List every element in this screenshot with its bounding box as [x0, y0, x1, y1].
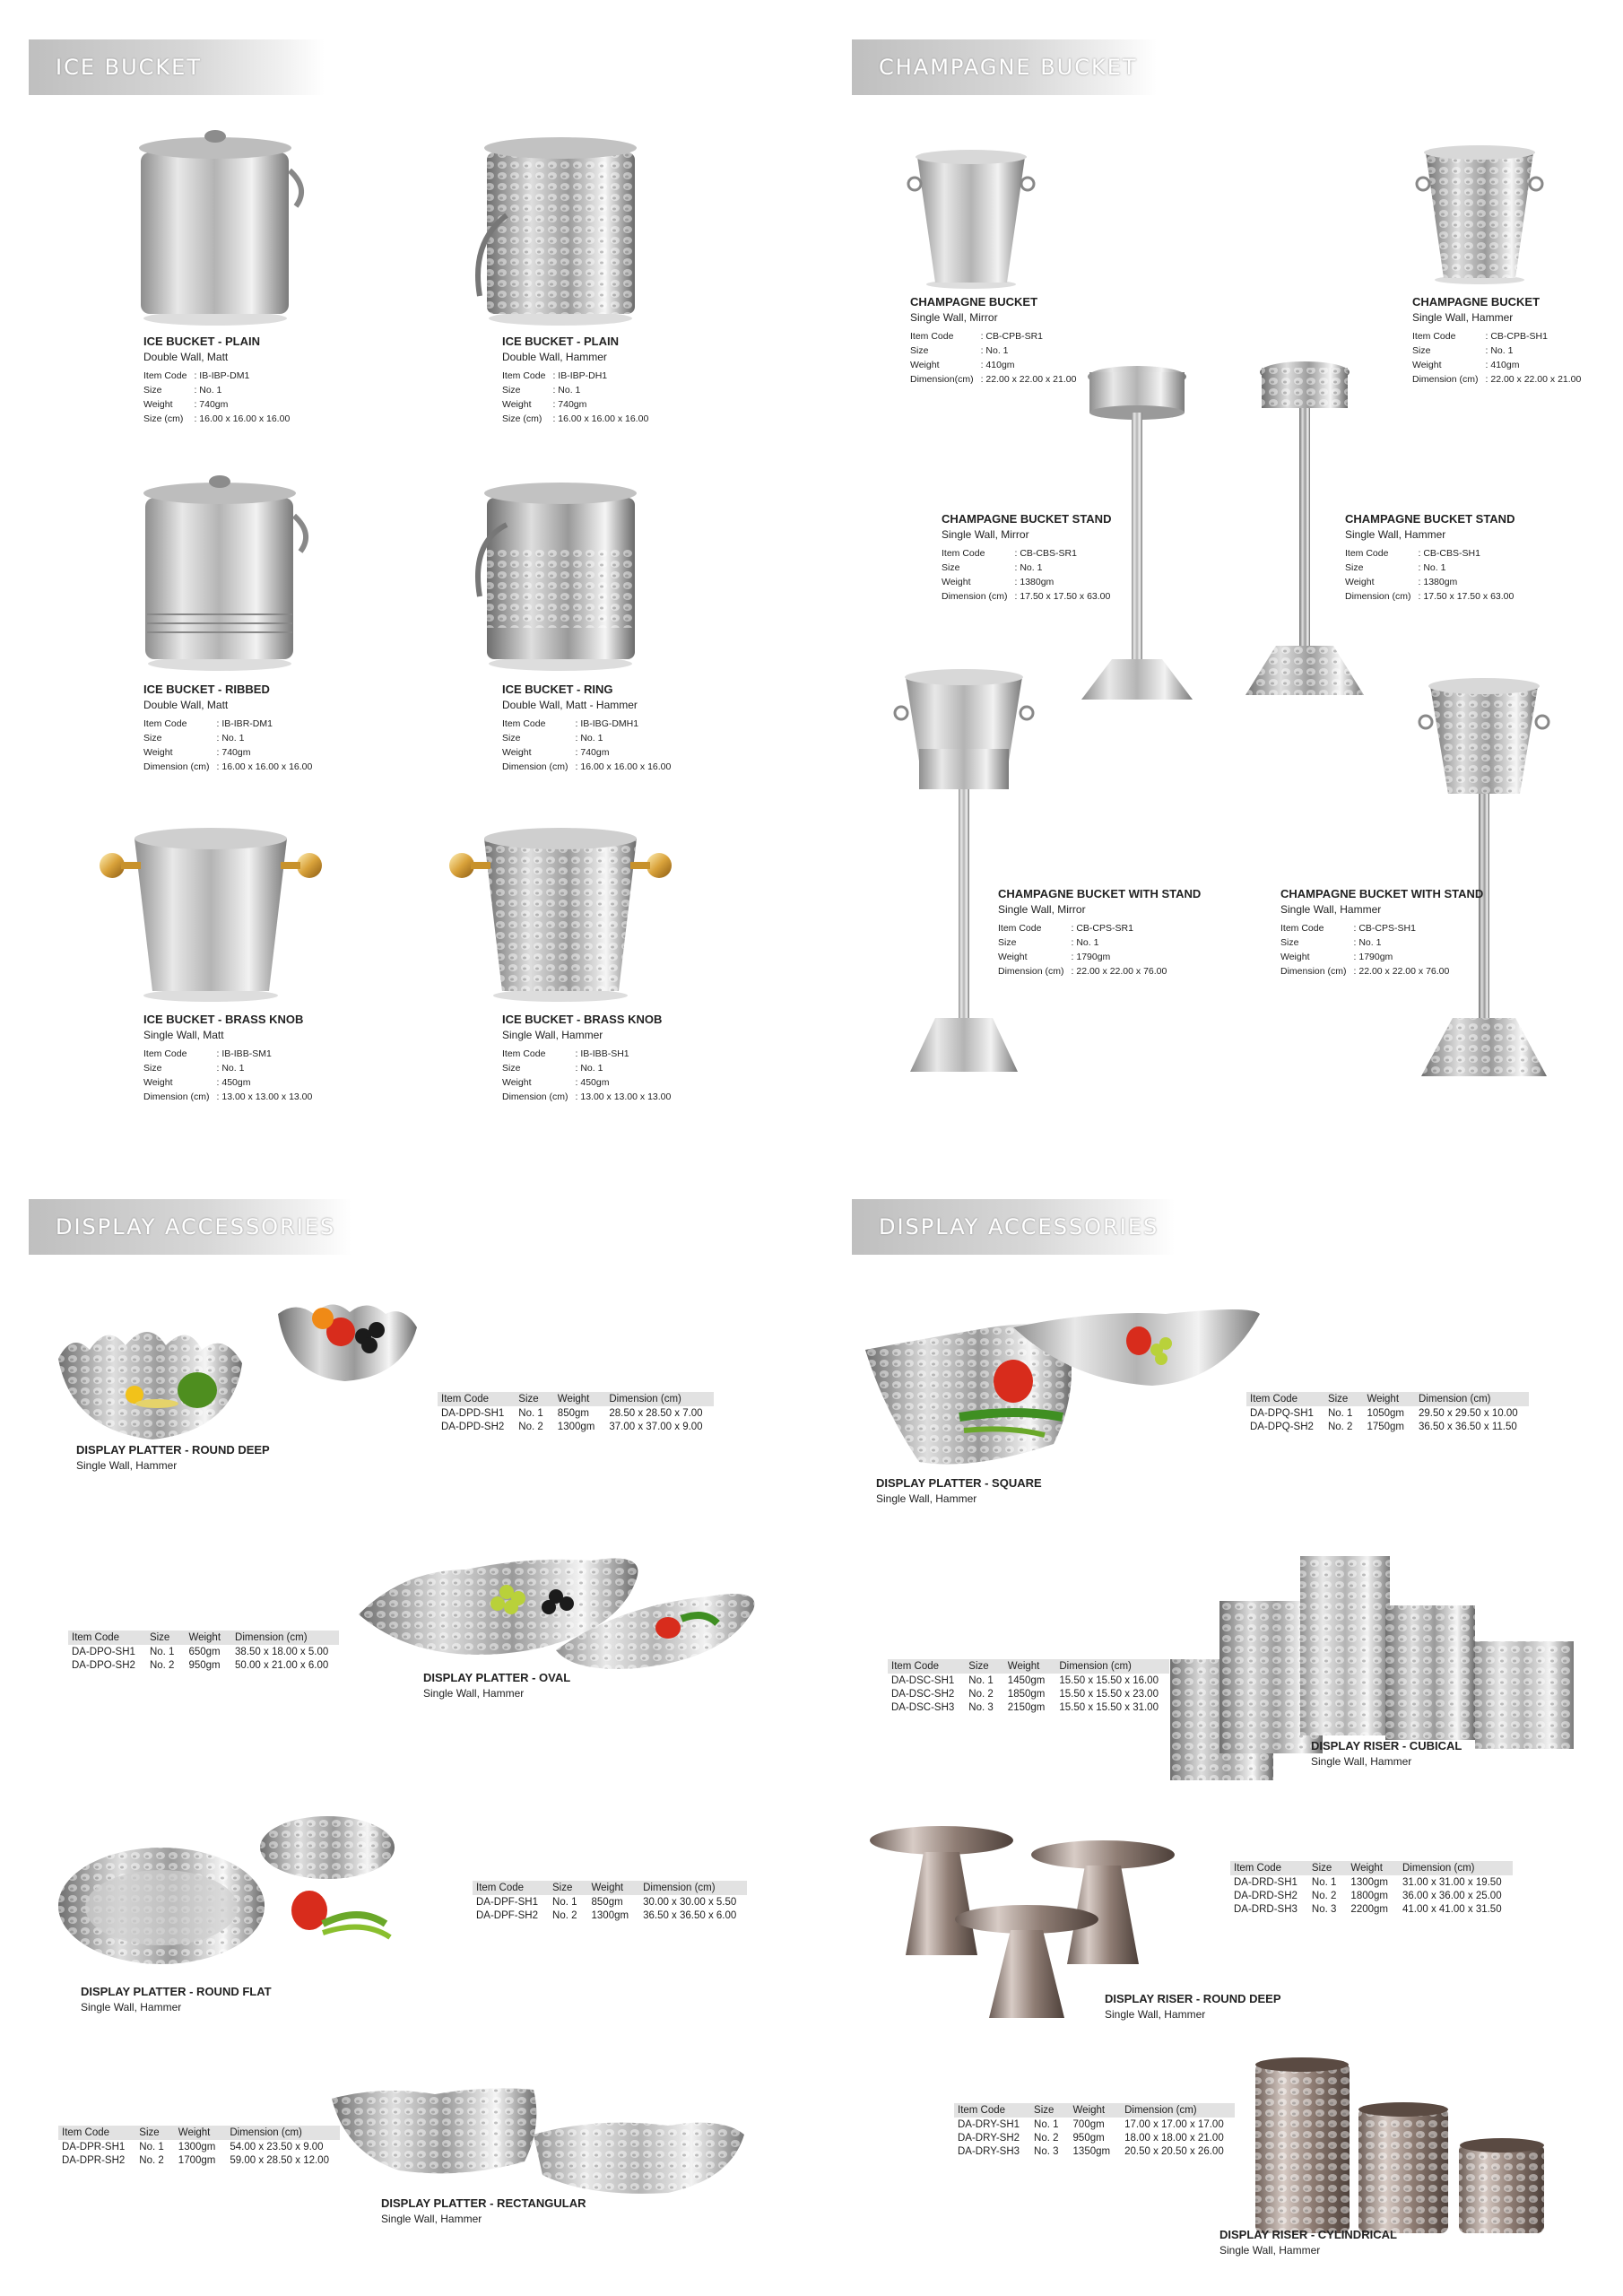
table-row: DA-DSC-SH2 No. 2 1850gm 15.50 x 15.50 x 23.00	[891, 1689, 1159, 1700]
product-finish: Double Wall, Matt - Hammer	[502, 699, 638, 711]
product-ice-bucket-brass-knob-hammer	[502, 1012, 671, 1104]
product-champagne-bucket-stand-hammer	[1345, 511, 1515, 604]
table-row: DA-DPQ-SH1 No. 1 1050gm 29.50 x 29.50 x 10.00	[1250, 1408, 1518, 1419]
product-finish: Single Wall, Hammer	[1345, 528, 1446, 541]
table-row: DA-DPD-SH2 No. 2 1300gm 37.00 x 37.00 x 9.00	[441, 1422, 703, 1432]
product-name: CHAMPAGNE BUCKET	[1412, 295, 1541, 309]
product-champagne-bucket-hammer	[1412, 294, 1581, 387]
section-title-display-accessories-right: DISPLAY ACCESSORIES	[852, 1199, 1175, 1255]
product-name: DISPLAY PLATTER - ROUND FLAT	[81, 1985, 272, 1998]
spec-table-round-flat: Item Code Size Weight Dimension (cm) DA-DPF-SH1 No. 1 850gm 30.00 x 30.00 x 5.50 DA-DPF-SH2 No. 2 1300gm 36.50 x 36.50 x 6.00	[473, 1881, 747, 1922]
product-finish: Double Wall, Matt	[143, 351, 229, 363]
table-row: DA-DRY-SH1 No. 1 700gm 17.00 x 17.00 x 17.00	[958, 2119, 1224, 2130]
spec-table: Item Code : IB-IBB-SH1 Size : No. 1 Weight : 450gm Dimension (cm) : 13.00 x 13.00 x 13.00	[502, 1048, 672, 1102]
product-finish: Double Wall, Hammer	[502, 351, 607, 363]
table-row: DA-DRD-SH2 No. 2 1800gm 36.00 x 36.00 x 25.00	[1234, 1891, 1502, 1901]
spec-table: Item Code : CB-CPB-SH1 Size : No. 1 Weight : 410gm Dimension (cm) : 22.00 x 22.00 x 21.00	[1412, 331, 1582, 385]
product-champagne-bucket-mirror	[910, 294, 1076, 387]
product-display-platter-round-deep	[76, 1442, 270, 1474]
product-finish: Single Wall, Hammer	[381, 2213, 482, 2225]
product-finish: Single Wall, Hammer	[1412, 311, 1514, 324]
product-name: CHAMPAGNE BUCKET STAND	[1345, 512, 1515, 526]
table-row: DA-DPF-SH2 No. 2 1300gm 36.50 x 36.50 x 6.00	[476, 1910, 737, 1921]
champagne-bucket-mirror-image	[904, 148, 1038, 291]
product-champagne-bucket-with-stand-mirror	[998, 886, 1201, 978]
product-name: DISPLAY PLATTER - SQUARE	[876, 1476, 1042, 1490]
product-champagne-bucket-stand-mirror	[942, 511, 1111, 604]
spec-table: Item Code : IB-IBB-SM1 Size : No. 1 Weight : 450gm Dimension (cm) : 13.00 x 13.00 x 13.00	[143, 1048, 313, 1102]
display-platter-rectangular-image	[327, 2063, 749, 2206]
spec-table: Item Code : CB-CPB-SR1 Size : No. 1 Weight : 410gm Dimension(cm) : 22.00 x 22.00 x 21.00	[910, 331, 1077, 385]
table-row: DA-DSC-SH3 No. 3 2150gm 15.50 x 15.50 x 31.00	[891, 1702, 1159, 1713]
product-finish: Double Wall, Matt	[143, 699, 229, 711]
product-name: DISPLAY PLATTER - ROUND DEEP	[76, 1443, 270, 1457]
product-name: DISPLAY PLATTER - RECTANGULAR	[381, 2196, 586, 2210]
ice-bucket-plain-hammer-image	[471, 117, 650, 332]
product-display-riser-cylindrical	[1219, 2227, 1397, 2258]
table-row: DA-DRY-SH2 No. 2 950gm 18.00 x 18.00 x 21.00	[958, 2133, 1224, 2144]
table-row: DA-DPR-SH2 No. 2 1700gm 59.00 x 28.50 x 12.00	[62, 2155, 329, 2166]
product-ice-bucket-brass-knob-matt	[143, 1012, 312, 1104]
product-ice-bucket-ring	[502, 682, 671, 774]
spec-table-round-deep: Item Code Size Weight Dimension (cm) DA-DPD-SH1 No. 1 850gm 28.50 x 28.50 x 7.00 DA-DPD-SH2 No. 2 1300gm 37.00 x 37.00 x 9.00	[438, 1392, 714, 1433]
display-platter-round-deep-image	[54, 1278, 448, 1457]
spec-table: Item Code : CB-CBS-SR1 Size : No. 1 Weight : 1380gm Dimension (cm) : 17.50 x 17.50 x 63.00	[942, 548, 1111, 602]
product-ice-bucket-plain-hammer	[502, 334, 648, 426]
table-row: DA-DPF-SH1 No. 1 850gm 30.00 x 30.00 x 5.50	[476, 1897, 737, 1908]
product-name: CHAMPAGNE BUCKET WITH STAND	[998, 887, 1202, 900]
product-display-platter-rectangular	[381, 2196, 586, 2227]
table-row: DA-DRD-SH1 No. 1 1300gm 31.00 x 31.00 x 19.50	[1234, 1877, 1502, 1888]
product-finish: Single Wall, Hammer	[876, 1492, 977, 1505]
product-display-platter-square	[876, 1475, 1042, 1507]
table-row: DA-DPR-SH1 No. 1 1300gm 54.00 x 23.50 x 9.00	[62, 2142, 324, 2152]
product-name: ICE BUCKET - PLAIN	[143, 335, 260, 348]
spec-table: Item Code : CB-CPS-SH1 Size : No. 1 Weight : 1790gm Dimension (cm) : 22.00 x 22.00 x 76.00	[1280, 923, 1450, 977]
product-finish: Single Wall, Hammer	[1280, 903, 1382, 916]
spec-table: Item Code : CB-CBS-SH1 Size : No. 1 Weight : 1380gm Dimension (cm) : 17.50 x 17.50 x 63.00	[1345, 548, 1515, 602]
ice-bucket-ring-image	[471, 462, 650, 677]
product-finish: Single Wall, Mirror	[910, 311, 998, 324]
spec-table-round-deep-riser: Item Code Size Weight Dimension (cm) DA-DRD-SH1 No. 1 1300gm 31.00 x 31.00 x 19.50 DA-DRD-SH2 No. 2 1800gm 36.00 x 36.00 x 25.00 DA-DRD-SH3 No. 3 2200gm 41.00 x 41.00 x 31.50	[1230, 1861, 1513, 1916]
product-name: ICE BUCKET - BRASS KNOB	[143, 1013, 304, 1026]
product-display-riser-cubical	[1311, 1738, 1462, 1770]
section-title-display-accessories: DISPLAY ACCESSORIES	[29, 1199, 352, 1255]
ice-bucket-plain-matt-image	[130, 117, 309, 332]
product-finish: Single Wall, Hammer	[1219, 2244, 1321, 2257]
spec-table: Item Code : IB-IBR-DM1 Size : No. 1 Weight : 740gm Dimension (cm) : 16.00 x 16.00 x 16.00	[143, 718, 313, 772]
product-name: CHAMPAGNE BUCKET WITH STAND	[1280, 887, 1484, 900]
product-finish: Single Wall, Hammer	[81, 2001, 182, 2013]
product-name: DISPLAY PLATTER - OVAL	[423, 1671, 571, 1684]
product-ice-bucket-ribbed	[143, 682, 312, 774]
product-finish: Single Wall, Mirror	[998, 903, 1086, 916]
product-name: ICE BUCKET - PLAIN	[502, 335, 619, 348]
spec-table-oval: Item Code Size Weight Dimension (cm) DA-DPO-SH1 No. 1 650gm 38.50 x 18.00 x 5.00 DA-DPO-SH2 No. 2 950gm 50.00 x 21.00 x 6.00	[68, 1631, 339, 1672]
champagne-bucket-hammer-image	[1412, 144, 1547, 287]
table-row: DA-DPO-SH1 No. 1 650gm 38.50 x 18.00 x 5.00	[72, 1647, 329, 1657]
champagne-bucket-with-stand-hammer-image	[1417, 677, 1551, 1085]
spec-table-cubical: Item Code Size Weight Dimension (cm) DA-DSC-SH1 No. 1 1450gm 15.50 x 15.50 x 16.00 DA-DSC-SH2 No. 2 1850gm 15.50 x 15.50 x 23.00 DA-DSC-SH3 No. 3 2150gm 15.50 x 15.50 x 31.00	[888, 1659, 1169, 1714]
product-display-riser-round-deep	[1105, 1991, 1281, 2022]
table-row: DA-DPO-SH2 No. 2 950gm 50.00 x 21.00 x 6.00	[72, 1660, 329, 1671]
table-row: DA-DPD-SH1 No. 1 850gm 28.50 x 28.50 x 7.00	[441, 1408, 703, 1419]
product-finish: Single Wall, Hammer	[76, 1459, 178, 1472]
product-finish: Single Wall, Hammer	[502, 1029, 603, 1041]
spec-table-square: Item Code Size Weight Dimension (cm) DA-DPQ-SH1 No. 1 1050gm 29.50 x 29.50 x 10.00 DA-DPQ-SH2 No. 2 1750gm 36.50 x 36.50 x 11.50	[1246, 1392, 1529, 1433]
product-name: ICE BUCKET - BRASS KNOB	[502, 1013, 663, 1026]
product-champagne-bucket-with-stand-hammer	[1280, 886, 1483, 978]
table-row: DA-DPQ-SH2 No. 2 1750gm 36.50 x 36.50 x 11.50	[1250, 1422, 1517, 1432]
section-title-champagne-bucket: CHAMPAGNE BUCKET	[852, 39, 1157, 95]
product-name: CHAMPAGNE BUCKET STAND	[942, 512, 1112, 526]
spec-table: Item Code : IB-IBP-DM1 Size : No. 1 Weight : 740gm Size (cm) : 16.00 x 16.00 x 16.00	[143, 370, 291, 424]
product-name: DISPLAY RISER - ROUND DEEP	[1105, 1992, 1281, 2005]
product-ice-bucket-plain-matt	[143, 334, 290, 426]
product-name: ICE BUCKET - RIBBED	[143, 683, 270, 696]
product-finish: Single Wall, Hammer	[423, 1687, 525, 1700]
product-finish: Single Wall, Matt	[143, 1029, 224, 1041]
product-finish: Single Wall, Hammer	[1105, 2008, 1206, 2021]
product-name: ICE BUCKET - RING	[502, 683, 613, 696]
product-display-platter-round-flat	[81, 1984, 272, 2015]
display-riser-cylindrical-image	[1251, 2054, 1556, 2242]
display-platter-round-flat-image	[54, 1807, 395, 1987]
product-finish: Single Wall, Hammer	[1311, 1755, 1412, 1768]
spec-table-rectangular: Item Code Size Weight Dimension (cm) DA-DPR-SH1 No. 1 1300gm 54.00 x 23.50 x 9.00 DA-DPR-SH2 No. 2 1700gm 59.00 x 28.50 x 12.00	[58, 2126, 340, 2167]
table-row: DA-DSC-SH1 No. 1 1450gm 15.50 x 15.50 x 16.00	[891, 1675, 1159, 1686]
ice-bucket-ribbed-image	[135, 462, 314, 673]
product-name: CHAMPAGNE BUCKET	[910, 295, 1038, 309]
champagne-bucket-with-stand-mirror-image	[892, 668, 1036, 1081]
ice-bucket-brass-knob-matt-image	[94, 812, 327, 1004]
product-display-platter-oval	[423, 1670, 570, 1701]
spec-table-cylindrical: Item Code Size Weight Dimension (cm) DA-DRY-SH1 No. 1 700gm 17.00 x 17.00 x 17.00 DA-DRY-SH2 No. 2 950gm 18.00 x 18.00 x 21.00 DA-DRY-SH3 No. 3 1350gm 20.50 x 20.50 x 26.00	[954, 2103, 1235, 2158]
table-row: DA-DRD-SH3 No. 3 2200gm 41.00 x 41.00 x 31.50	[1234, 1904, 1502, 1915]
ice-bucket-brass-knob-hammer-image	[444, 812, 677, 1004]
spec-table: Item Code : IB-IBG-DMH1 Size : No. 1 Weight : 740gm Dimension (cm) : 16.00 x 16.00 x 16.00	[502, 718, 672, 772]
product-name: DISPLAY RISER - CYLINDRICAL	[1219, 2228, 1397, 2241]
spec-table: Item Code : IB-IBP-DH1 Size : No. 1 Weight : 740gm Size (cm) : 16.00 x 16.00 x 16.00	[502, 370, 649, 424]
display-platter-square-image	[865, 1283, 1260, 1489]
spec-table: Item Code : CB-CPS-SR1 Size : No. 1 Weight : 1790gm Dimension (cm) : 22.00 x 22.00 x 76.00	[998, 923, 1167, 977]
section-title-ice-bucket: ICE BUCKET	[29, 39, 325, 95]
table-row: DA-DRY-SH3 No. 3 1350gm 20.50 x 20.50 x 26.00	[958, 2146, 1224, 2157]
product-finish: Single Wall, Mirror	[942, 528, 1029, 541]
product-name: DISPLAY RISER - CUBICAL	[1311, 1739, 1462, 1752]
